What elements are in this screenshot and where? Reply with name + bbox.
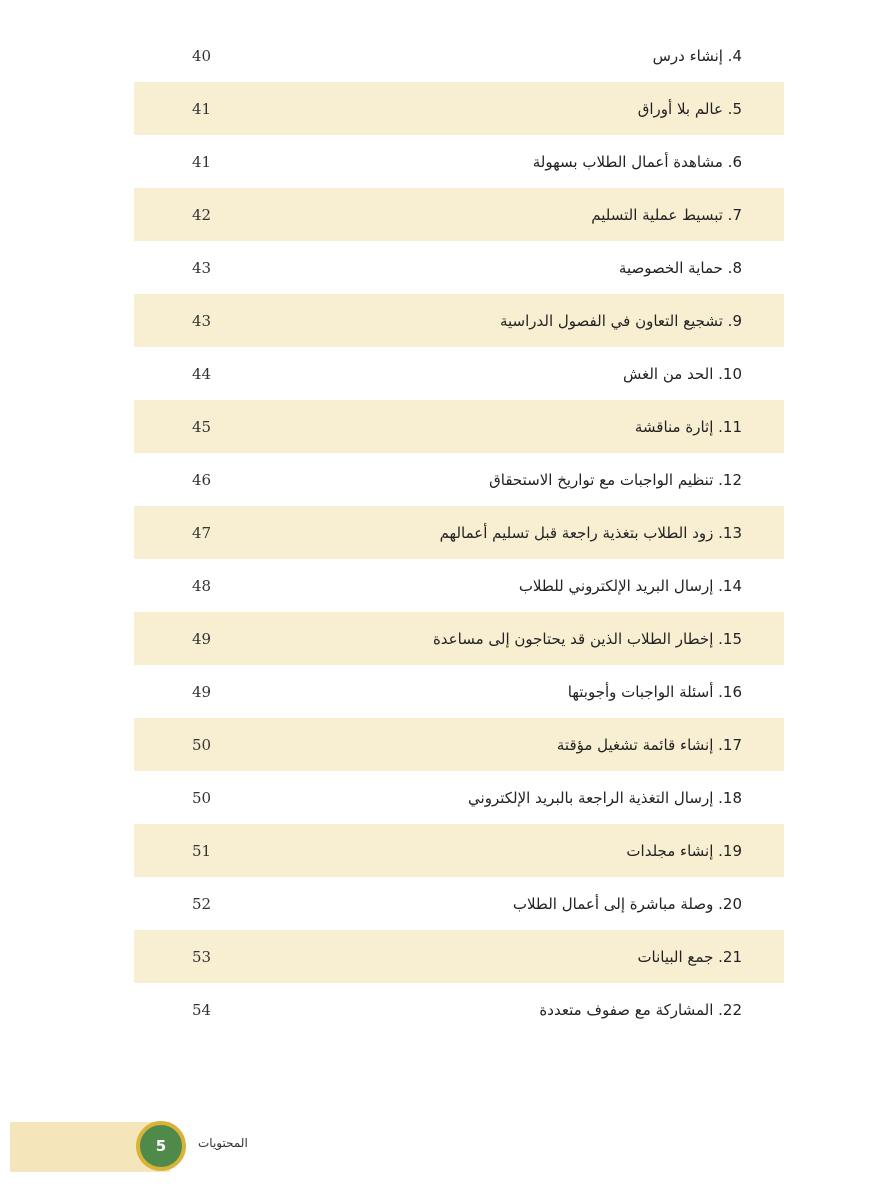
toc-entry-title: 10. الحد من الغش <box>622 364 742 383</box>
toc-page-number: 44 <box>192 364 212 383</box>
toc-page-number: 47 <box>192 523 212 542</box>
toc-page-number: 43 <box>192 258 212 277</box>
toc-page-number: 51 <box>192 841 212 860</box>
toc-entry-title: 15. إخطار الطلاب الذين قد يحتاجون إلى مساعدة <box>432 629 742 648</box>
toc-entry-title: 9. تشجيع التعاون في الفصول الدراسية <box>499 311 742 330</box>
toc-row[interactable] <box>134 135 784 188</box>
toc-row[interactable] <box>134 930 784 983</box>
toc-page-number: 42 <box>192 205 212 224</box>
toc-row[interactable] <box>134 771 784 824</box>
toc-row[interactable] <box>134 612 784 665</box>
toc-entry-title: 6. مشاهدة أعمال الطلاب بسهولة <box>532 152 742 171</box>
toc-row[interactable] <box>134 506 784 559</box>
toc-entry-title: 12. تنظيم الواجبات مع تواريخ الاستحقاق <box>489 470 742 489</box>
toc-entry-title: 22. المشاركة مع صفوف متعددة <box>539 1000 742 1019</box>
toc-entry-title: 20. وصلة مباشرة إلى أعمال الطلاب <box>512 894 742 913</box>
toc-entry-title: 11. إثارة مناقشة <box>634 417 742 436</box>
toc-page-number: 46 <box>192 470 212 489</box>
toc-entry-title: 8. حماية الخصوصية <box>618 258 742 277</box>
toc-page-number: 53 <box>192 947 212 966</box>
toc-entry-title: 17. إنشاء قائمة تشغيل مؤقتة <box>556 735 742 754</box>
toc-page-number: 50 <box>192 735 212 754</box>
toc-entry-title: 5. عالم بلا أوراق <box>637 99 742 118</box>
toc-entry-title: 18. إرسال التغذية الراجعة بالبريد الإلكتروني <box>468 788 742 807</box>
toc-page-number: 48 <box>192 576 212 595</box>
toc-entry-title: 16. أسئلة الواجبات وأجوبتها <box>567 682 742 701</box>
toc-page-number: 50 <box>192 788 212 807</box>
toc-row[interactable] <box>134 294 784 347</box>
page-number-badge: 5 <box>136 1121 186 1171</box>
toc-row[interactable] <box>134 188 784 241</box>
toc-entry-title: 13. زود الطلاب بتغذية راجعة قبل تسليم أعمالهم <box>439 523 742 542</box>
toc-row[interactable] <box>134 400 784 453</box>
toc-row[interactable] <box>134 453 784 506</box>
toc-row[interactable] <box>134 665 784 718</box>
toc-entry-title: 14. إرسال البريد الإلكتروني للطلاب <box>518 576 742 595</box>
toc-page-number: 49 <box>192 629 212 648</box>
toc-row[interactable] <box>134 29 784 82</box>
toc-page-number: 41 <box>192 152 212 171</box>
toc-row[interactable] <box>134 82 784 135</box>
toc-page-number: 43 <box>192 311 212 330</box>
toc-row[interactable] <box>134 877 784 930</box>
toc-row[interactable] <box>134 983 784 1036</box>
section-label: المحتويات <box>198 1136 248 1150</box>
toc-page-number: 40 <box>192 46 212 65</box>
table-of-contents <box>134 29 784 1036</box>
toc-row[interactable] <box>134 241 784 294</box>
toc-row[interactable] <box>134 347 784 400</box>
toc-page-number: 52 <box>192 894 212 913</box>
toc-row[interactable] <box>134 824 784 877</box>
toc-page-number: 49 <box>192 682 212 701</box>
toc-page-number: 54 <box>192 1000 212 1019</box>
toc-entry-title: 7. تبسيط عملية التسليم <box>591 205 742 224</box>
toc-page-number: 41 <box>192 99 212 118</box>
toc-entry-title: 19. إنشاء مجلدات <box>626 841 742 860</box>
toc-row[interactable] <box>134 718 784 771</box>
toc-page-number: 45 <box>192 417 212 436</box>
toc-entry-title: 4. إنشاء درس <box>652 46 742 65</box>
toc-row[interactable] <box>134 559 784 612</box>
toc-entry-title: 21. جمع البيانات <box>637 947 742 966</box>
